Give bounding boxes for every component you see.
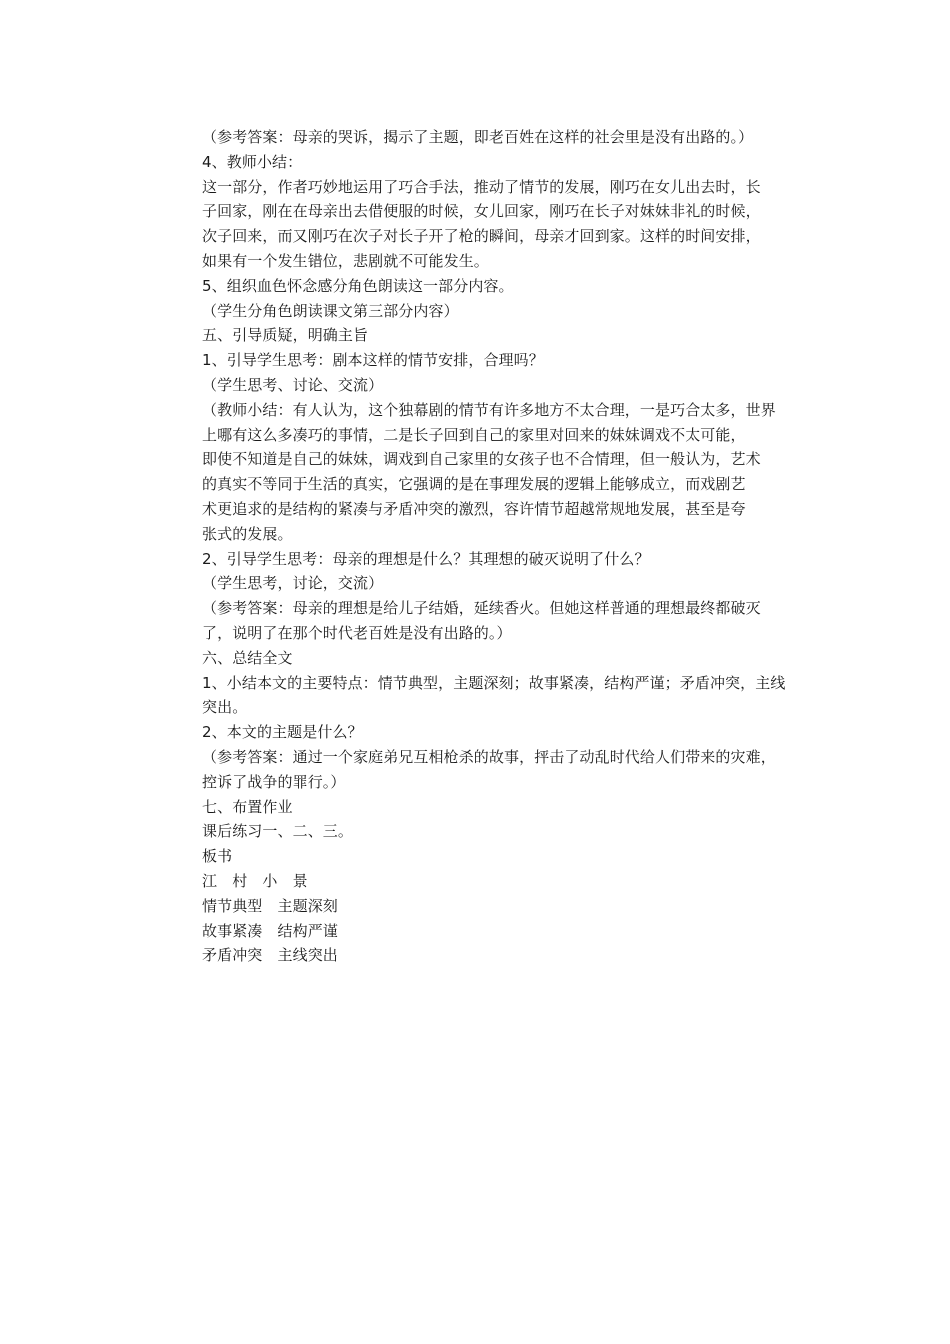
board-row: 矛盾冲突 主线突出 [202, 946, 338, 965]
text-line: （参考答案：母亲的哭诉，揭示了主题，即老百姓在这样的社会里是没有出路的。） [202, 128, 754, 146]
text-line: 上哪有这么多凑巧的事情，二是长子回到自己的家里对回来的妹妹调戏不太可能， [202, 425, 746, 444]
text-line: 术更追求的是结构的紧凑与矛盾冲突的激烈，容许情节超越常规地发展，甚至是夸 [202, 499, 746, 518]
text-line: 5、组织血色怀念感分角色朗读这一部分内容。 [202, 276, 514, 295]
board-title: 江 村 小 景 [202, 871, 308, 890]
text-line: 次子回来，而又刚巧在次子对长子开了枪的瞬间，母亲才回到家。这样的时间安排， [202, 227, 761, 246]
board-row: 故事紧凑 结构严谨 [202, 921, 338, 940]
text-line: （学生思考，讨论，交流） [202, 574, 384, 593]
section-heading: 七、布置作业 [202, 797, 293, 816]
text-line: 1、引导学生思考：剧本这样的情节安排，合理吗？ [202, 351, 544, 370]
text-line: （学生思考、讨论、交流） [202, 375, 384, 394]
text-line: （教师小结：有人认为，这个独幕剧的情节有许多地方不太合理，一是巧合太多，世界 [202, 400, 776, 419]
text-line: 的真实不等同于生活的真实，它强调的是在事理发展的逻辑上能够成立，而戏剧艺 [202, 475, 746, 494]
text-line: （学生分角色朗读课文第三部分内容） [202, 301, 459, 320]
text-line: 2、本文的主题是什么？ [202, 723, 363, 742]
text-line: 4、教师小结： [202, 152, 303, 171]
text-line: （参考答案：母亲的理想是给儿子结婚，延续香火。但她这样普通的理想最终都破灭 [202, 599, 761, 618]
text-line: 这一部分，作者巧妙地运用了巧合手法，推动了情节的发展，刚巧在女儿出去时，长 [202, 177, 761, 196]
board-heading: 板书 [202, 847, 233, 866]
text-line: 1、小结本文的主要特点：情节典型，主题深刻；故事紧凑，结构严谨；矛盾冲突，主线 [202, 673, 786, 692]
text-line: 张式的发展。 [202, 524, 293, 543]
text-line: 即使不知道是自己的妹妹，调戏到自己家里的女孩子也不合情理，但一般认为，艺术 [202, 450, 761, 469]
section-heading: 六、总结全文 [202, 648, 293, 667]
text-line: 如果有一个发生错位，悲剧就不可能发生。 [202, 251, 489, 270]
text-line: 课后练习一、二、三。 [202, 822, 354, 841]
text-line: 控诉了战争的罪行。） [202, 772, 346, 791]
document-body [202, 125, 814, 968]
text-line: 2、引导学生思考：母亲的理想是什么？其理想的破灭说明了什么？ [202, 549, 650, 568]
text-line: 了，说明了在那个时代老百姓是没有出路的。） [202, 623, 512, 642]
board-row: 情节典型 主题深刻 [202, 896, 338, 915]
section-heading: 五、引导质疑，明确主旨 [202, 326, 369, 345]
text-line: 突出。 [202, 698, 248, 717]
text-line: （参考答案：通过一个家庭弟兄互相枪杀的故事，抨击了动乱时代给人们带来的灾难， [202, 747, 776, 766]
text-line: 子回家，刚在在母亲出去借便服的时候，女儿回家，刚巧在长子对妹妹非礼的时候， [202, 202, 761, 221]
